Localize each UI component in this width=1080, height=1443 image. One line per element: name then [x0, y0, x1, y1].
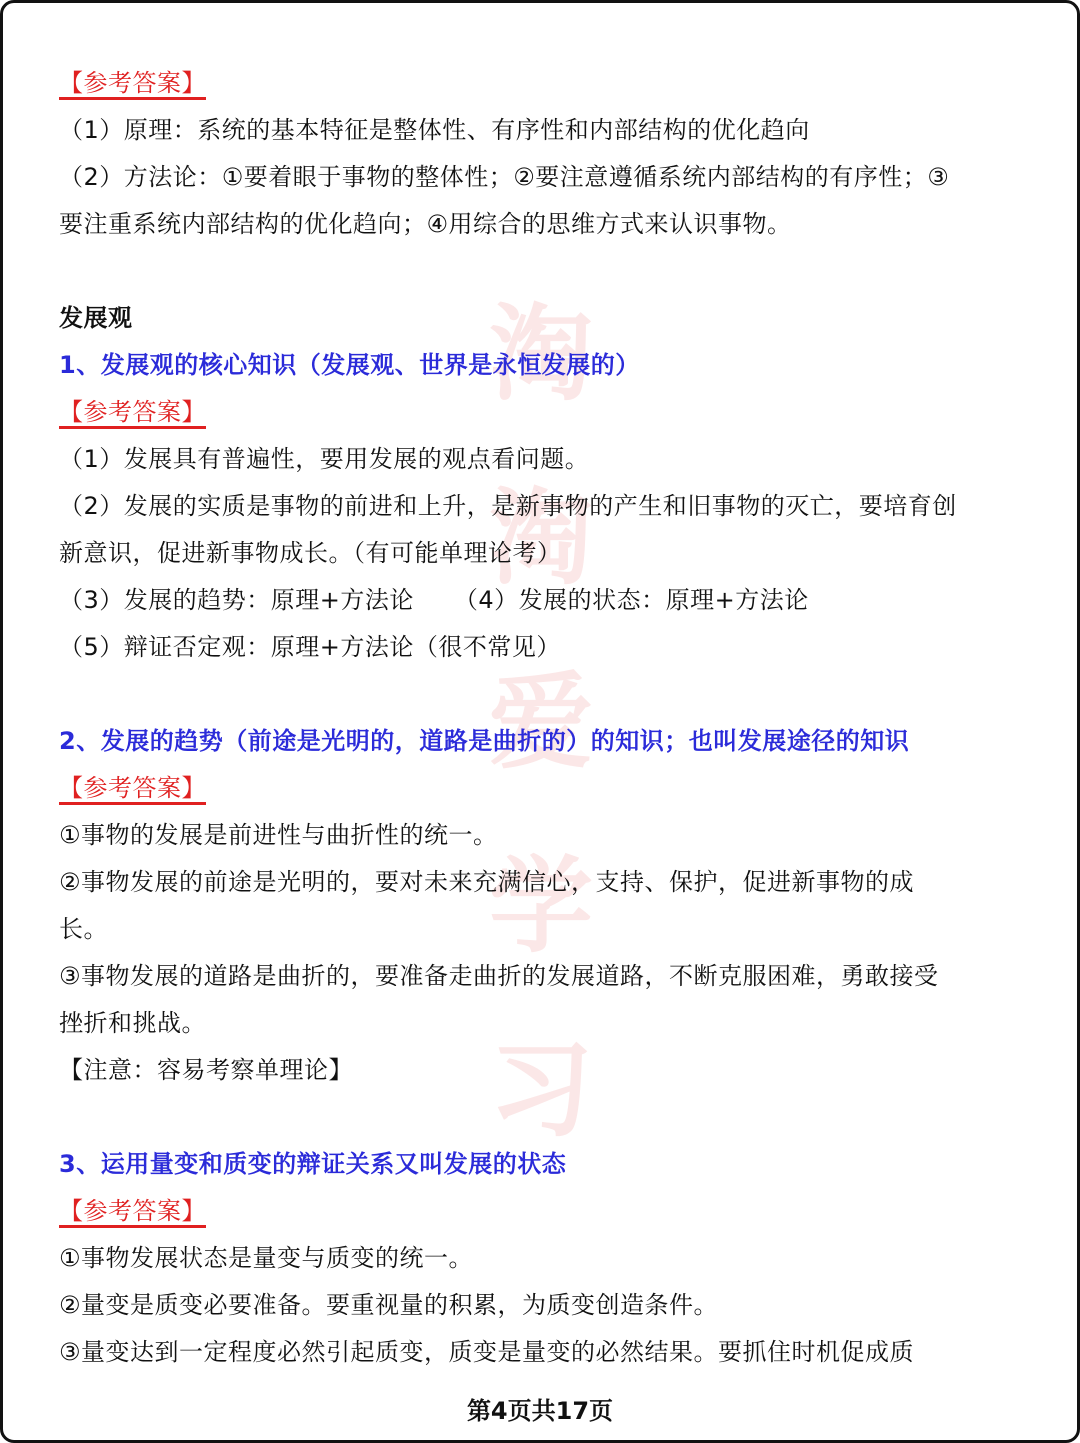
text-line: 要注重系统内部结构的优化趋向；④用综合的思维方式来认识事物。: [59, 210, 792, 238]
watermark-char: 淘: [488, 292, 593, 415]
subheading: 1、发展观的核心知识（发展观、世界是永恒发展的）: [59, 351, 640, 379]
text-line: ②量变是质变必要准备。要重视量的积累，为质变创造条件。: [59, 1291, 719, 1319]
note-line: 【注意：容易考察单理论】: [59, 1056, 353, 1084]
answer-label: 【参考答案】: [59, 774, 206, 805]
section-title: 发展观: [59, 304, 133, 332]
watermark-char: 淘: [488, 476, 593, 599]
page-number: 第4页共17页: [466, 1397, 614, 1425]
answer-label: 【参考答案】: [59, 1197, 206, 1228]
text-line: （1）原理：系统的基本特征是整体性、有序性和内部结构的优化趋向: [59, 116, 810, 144]
answer-label: 【参考答案】: [59, 398, 206, 429]
subheading: 3、运用量变和质变的辩证关系又叫发展的状态: [59, 1150, 567, 1178]
answer-label: 【参考答案】: [59, 69, 206, 100]
subheading: 2、发展的趋势（前途是光明的，道路是曲折的）的知识；也叫发展途径的知识: [59, 727, 910, 755]
text-line: （1）发展具有普遍性，要用发展的观点看问题。: [59, 445, 590, 473]
watermark-char: 习: [488, 1028, 593, 1151]
text-line: （2）发展的实质是事物的前进和上升，是新事物的产生和旧事物的灭亡，要培育创: [59, 492, 957, 520]
answer-label-row: [59, 68, 206, 98]
watermark-char: 爱: [488, 660, 593, 783]
answer-label-row: [59, 397, 206, 427]
text-line: ①事物的发展是前进性与曲折性的统一。: [59, 821, 498, 849]
text-line: （2）方法论：①要着眼于事物的整体性；②要注意遵循系统内部结构的有序性；③: [59, 163, 950, 191]
text-line: ①事物发展状态是量变与质变的统一。: [59, 1244, 474, 1272]
watermark-char: 学: [488, 844, 593, 967]
answer-label-row: [59, 1196, 206, 1226]
text-line: 新意识，促进新事物成长。（有可能单理论考）: [59, 539, 562, 567]
text-line: ③量变达到一定程度必然引起质变，质变是量变的必然结果。要抓住时机促成质: [59, 1338, 915, 1366]
text-line: 挫折和挑战。: [59, 1009, 206, 1037]
text-segment: （3）发展的趋势：原理+方法论: [59, 586, 414, 614]
text-line: 长。: [59, 915, 108, 943]
text-segment: （4）发展的状态：原理+方法论: [453, 586, 809, 614]
text-line: （5）辩证否定观：原理+方法论（很不常见）: [59, 633, 561, 661]
text-line: ③事物发展的道路是曲折的，要准备走曲折的发展道路，不断克服困难，勇敢接受: [59, 962, 939, 990]
text-line: ②事物发展的前途是光明的，要对未来充满信心，支持、保护，促进新事物的成: [59, 868, 915, 896]
text-line-pair: [59, 585, 809, 615]
answer-label-row: [59, 773, 206, 803]
